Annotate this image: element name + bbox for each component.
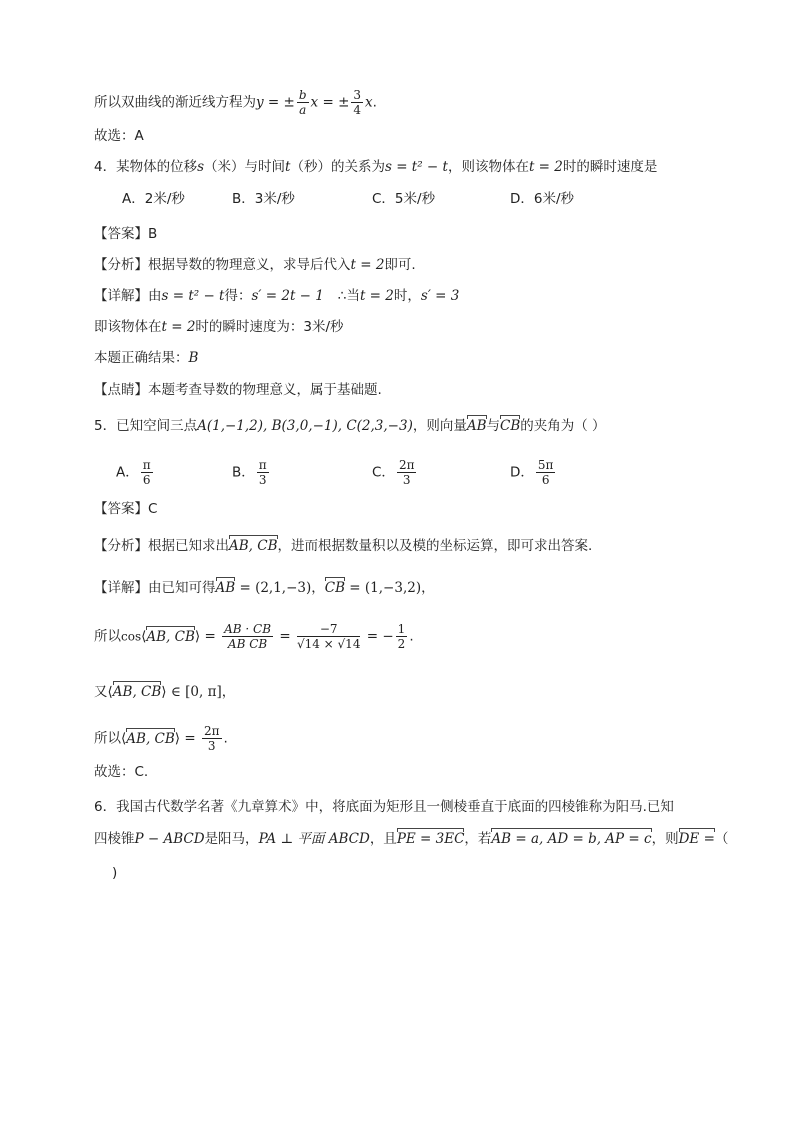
fraction-denominator: 6 (142, 473, 151, 487)
q4-detail (94, 286, 459, 306)
fraction-denominator: 6 (541, 473, 550, 487)
q5-option-c (372, 458, 418, 487)
text: 时的瞬时速度为：3米/秒 (195, 319, 344, 335)
q4-comment (94, 380, 382, 400)
math-eq: = (275, 628, 295, 645)
text: ，若 (464, 831, 492, 847)
fraction-denominator: √14 × √14 (296, 637, 361, 651)
math-range: ∈ [0, π] (166, 684, 222, 700)
q5-option-d (510, 458, 557, 487)
q4-conclusion (94, 317, 344, 337)
text: 所以 (94, 730, 121, 747)
math-eq: = − (362, 628, 394, 645)
math-x: x (310, 94, 319, 111)
math-eq: = ± (318, 94, 350, 111)
math-formula: s′ = 2t − 1 (251, 288, 324, 304)
text: ，且 (369, 831, 397, 847)
text: 得： (224, 288, 252, 304)
angle-bracket-right: ⟩ (161, 684, 167, 700)
q5-option-b (232, 458, 271, 487)
detail-tag: 【详解】 (94, 288, 148, 304)
math-points: A(1,−1,2), B(3,0,−1), C(2,3,−3) (197, 418, 413, 434)
fraction-numerator: 2π (398, 458, 415, 472)
fraction-3-4 (351, 88, 363, 117)
option-label: C． (372, 464, 395, 481)
fraction-angle (202, 724, 222, 753)
vector-value: = (1,−3,2) (345, 580, 422, 596)
q4-analysis (94, 255, 416, 275)
vector-de: DE = (678, 831, 715, 847)
text: 所以双曲线的渐近线方程为 (94, 94, 256, 111)
choice-a-line: 故选：A (94, 128, 144, 144)
vector-cb: CB (324, 580, 346, 596)
fraction-numerator: 2π (203, 724, 220, 738)
text: 与 (486, 418, 501, 434)
text: 的夹角为（ ） (520, 418, 606, 434)
analysis-tag: 【分析】 (94, 257, 148, 273)
answer-value: C (148, 501, 158, 517)
q5-answer (94, 499, 157, 519)
fraction-b-a (297, 88, 309, 117)
math-perpendicular: PA ⊥ 平面 ABCD (258, 831, 370, 847)
detail-tag: 【详解】 (94, 580, 148, 596)
q4-option-a: A．2米/秒 (122, 191, 185, 207)
option-label: D． (510, 464, 534, 481)
math-y: y (256, 94, 264, 111)
q5-option-a (116, 458, 155, 487)
text: ， (421, 580, 435, 596)
answer-value: B (148, 226, 158, 242)
math-eq: = (200, 628, 221, 645)
text: 又 (94, 684, 108, 700)
option-fraction (536, 458, 556, 487)
math-formula: t = 2 (161, 319, 196, 335)
fraction-numerator: 1 (397, 622, 406, 636)
text: 根据导数的物理意义，求导后代入 (148, 257, 351, 273)
math-cos: cos (121, 629, 142, 644)
text: （米）与时间 (204, 159, 286, 175)
text: . (223, 730, 228, 747)
text: ，进而根据数量积以及模的坐标运算，即可求出答案. (277, 538, 593, 554)
text: 即可. (384, 257, 416, 273)
fraction-denominator: 2 (397, 637, 406, 651)
math-x: x (365, 94, 373, 111)
text: 时， (393, 288, 421, 304)
text: （ (714, 831, 729, 847)
q5-detail (94, 578, 435, 598)
angle-bracket-right: ⟩ (194, 628, 201, 645)
text: ，则向量 (412, 418, 467, 434)
option-label: B． (232, 464, 255, 481)
text: 根据已知求出 (148, 538, 229, 554)
math-formula: t = 2 (359, 288, 394, 304)
q5-choice: 故选：C. (94, 764, 149, 780)
math-formula: t = 2 (528, 159, 563, 175)
fraction-denominator: AB CB (227, 637, 268, 651)
fraction-numerator: 5π (537, 458, 554, 472)
option-fraction (141, 458, 153, 487)
fraction-value (297, 622, 361, 651)
fraction-numerator: π (258, 458, 267, 472)
answer-tag: 【答案】 (94, 501, 148, 517)
fraction-denominator: 3 (258, 473, 267, 487)
angle-bracket-left: ⟨ (141, 628, 147, 645)
asymptote-line (94, 88, 377, 117)
text: 时的瞬时速度是 (562, 159, 658, 175)
fraction-numerator: −7 (297, 622, 361, 637)
text: （秒）的关系为 (290, 159, 385, 175)
vector-value: = (2,1,−3) (235, 580, 312, 596)
math-formula: s = t² − t (384, 159, 448, 175)
math-b: B (188, 350, 199, 366)
text: . (372, 94, 377, 111)
q4-result (94, 348, 198, 368)
text: 4．某物体的位移 (94, 159, 198, 175)
fraction-dot-product (222, 622, 273, 651)
question-6-line-2 (94, 829, 728, 849)
q4-option-d: D．6米/秒 (510, 191, 575, 207)
fraction-numerator: b (298, 88, 307, 102)
math-formula: s = t² − t (161, 288, 225, 304)
vector-cb: CB (500, 418, 521, 434)
math-t: t (285, 159, 291, 175)
text: 由 (148, 288, 162, 304)
fraction-numerator: 3 (353, 88, 362, 102)
text: 所以 (94, 628, 121, 645)
text: 本题考查导数的物理意义，属于基础题. (148, 382, 382, 398)
math-eq: = ± (263, 94, 295, 111)
question-6-line-1: 6．我国古代数学名著《九章算术》中，将底面为矩形且一侧棱垂直于底面的四棱锥称为阳马.已知 (94, 799, 674, 815)
text: . (409, 628, 414, 645)
text: 5．已知空间三点 (94, 418, 198, 434)
text: 四棱锥 (94, 831, 135, 847)
question-5 (94, 416, 606, 436)
text: ∴当 (337, 288, 360, 304)
fraction-numerator: π (142, 458, 151, 472)
q5-analysis (94, 536, 592, 556)
text: 本题正确结果： (94, 350, 189, 366)
angle-bracket-left: ⟨ (121, 730, 127, 747)
math-s: s (197, 159, 205, 175)
vector-pe: PE = 3EC (396, 831, 465, 847)
fraction-denominator: 3 (207, 739, 216, 753)
option-label: A． (116, 464, 139, 481)
question-6-line-3: ) (112, 865, 118, 881)
q5-cos-line (94, 622, 414, 651)
vector-definitions: AB = a, AD = b, AP = c (491, 831, 652, 847)
fraction-denominator: 3 (402, 473, 411, 487)
vector-ab: AB (215, 580, 236, 596)
fraction-denominator: a (299, 103, 307, 117)
vector-pair: AB, CB (229, 538, 278, 554)
q4-option-c: C．5米/秒 (372, 191, 436, 207)
comment-tag: 【点睛】 (94, 382, 148, 398)
analysis-tag: 【分析】 (94, 538, 148, 554)
text: ，则该物体在 (447, 159, 529, 175)
q4-answer (94, 224, 157, 244)
q5-angle-line (94, 724, 228, 753)
math-pyramid: P − ABCD (134, 831, 205, 847)
vector-pair: AB, CB (126, 730, 175, 747)
vector-ab: AB (466, 418, 487, 434)
q4-option-b: B．3米/秒 (232, 191, 295, 207)
text: 即该物体在 (94, 319, 162, 335)
math-formula: s′ = 3 (420, 288, 460, 304)
text: 由已知可得 (148, 580, 216, 596)
math-formula: t = 2 (350, 257, 385, 273)
fraction-numerator: AB · CB (224, 622, 272, 636)
q5-range-line (94, 682, 235, 702)
option-fraction (257, 458, 269, 487)
text: ， (311, 580, 325, 596)
vector-pair: AB, CB (146, 628, 195, 645)
fraction-half (396, 622, 408, 651)
question-4 (94, 157, 657, 177)
fraction-denominator: 4 (353, 103, 362, 117)
text: ， (221, 684, 236, 700)
vector-pair: AB, CB (112, 684, 162, 700)
answer-tag: 【答案】 (94, 226, 148, 242)
angle-bracket-right: ⟩ (174, 730, 181, 747)
text: ，则 (651, 831, 679, 847)
math-eq: = (180, 730, 200, 747)
angle-bracket-left: ⟨ (107, 684, 113, 700)
option-fraction (397, 458, 417, 487)
text: 是阳马， (204, 831, 259, 847)
